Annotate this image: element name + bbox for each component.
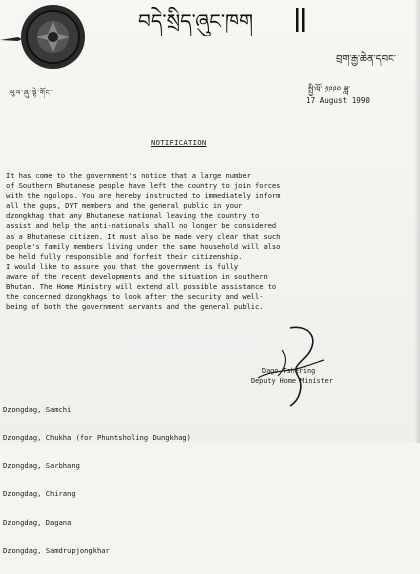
letter-date: 17 August 1990 bbox=[306, 96, 371, 105]
signatory-title: Deputy Home Minister bbox=[251, 377, 333, 385]
government-seal-icon bbox=[18, 2, 88, 72]
scan-shadow-edge bbox=[414, 0, 420, 443]
recipient-item: Dzongdag, Sarbhang bbox=[3, 461, 80, 471]
tibetan-subtitle-text: བྲག་རྒྱ་ཆེན་དབང་ bbox=[336, 54, 396, 65]
signatory-name: Dago Tshering bbox=[262, 367, 316, 375]
notice-paragraph-1: It has come to the government's notice that a large number of Southern Bhutanese people have left the country to join forces with the ngolops. You are hereby instructed to immediately inform all the gups, DYT members and the general public in your dzongkhag that any Bhutanese national leaving the country to assist and help the anti-nationals shall no longer be considered as a Bhutanese citizen. It must also be made very clear that such people's family members living under the same household will also be held fully responsible and forfeit their citizenship. bbox=[6, 171, 281, 261]
letterhead-tibetan-title bbox=[138, 6, 308, 36]
handwritten-signature bbox=[238, 320, 338, 410]
recipient-item: Dzongdag, Samdrupjongkhar bbox=[3, 545, 110, 555]
seal-ribbon-icon bbox=[0, 34, 22, 44]
letterhead-tibetan-subtitle bbox=[336, 50, 416, 66]
tibetan-title-text: བདེ་སྲིད་ཞུང་ཁག bbox=[138, 9, 254, 33]
recipient-item: Dzongdag, Dagana bbox=[3, 517, 72, 527]
tibetan-date-line bbox=[308, 82, 413, 96]
recipient-item: Dzongdag, Samchi bbox=[3, 404, 72, 414]
notice-paragraph-2: I would like to assure you that the government is fully aware of the recent developments and the situation in southern Bhutan. The Home Ministry will extend all possible assistance to the concerned dzongkhags to look after the security and well- being of both the government servants and the general public. bbox=[6, 262, 277, 312]
tibetan-date-text: སྤྱི་ལོ་ ༡༩༩༠ ཟླ་ bbox=[308, 85, 351, 94]
recipient-item: Dzongdag, Chirang bbox=[3, 489, 76, 499]
recipient-item: Dzongdag, Chukha (for Phuntsholing Dungkhag) bbox=[3, 433, 191, 443]
recipient-list bbox=[3, 386, 191, 574]
notice-title: NOTIFICATION bbox=[151, 138, 207, 147]
seal-caption: ཕུལ་ཞུ་སྟེ་གོང་ bbox=[10, 89, 54, 97]
